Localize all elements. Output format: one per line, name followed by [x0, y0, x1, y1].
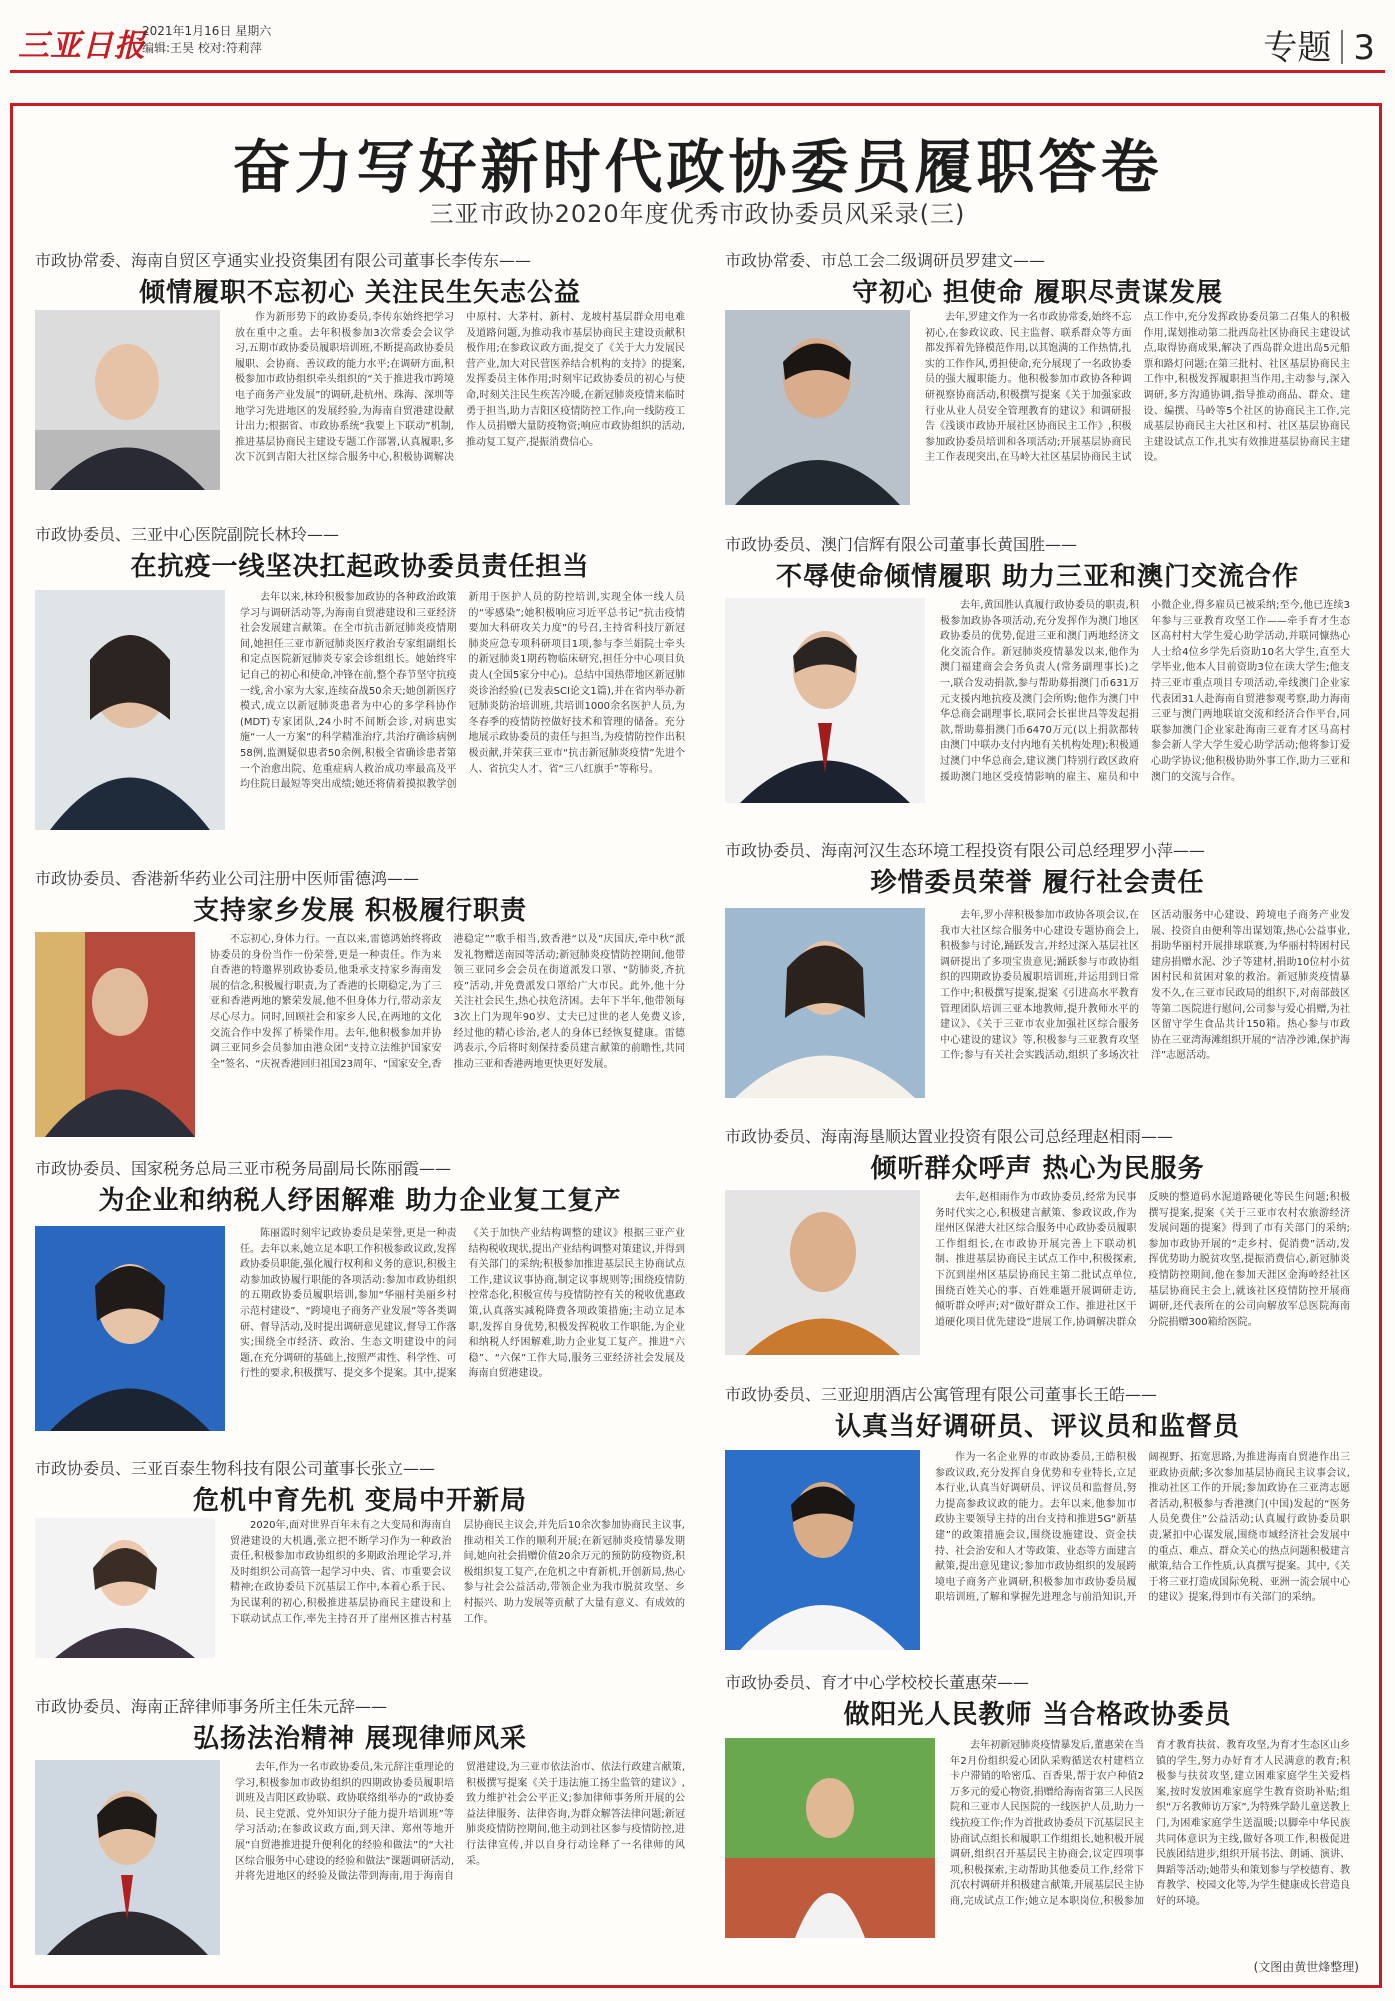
profile-body: 不忘初心,身体力行。一直以来,雷德鸿始终将政协委员的身份当作一份荣誉,更是一种责任。作为来自香港的特邀界别政协委员,他秉承支持家乡海南发展的信念,积极履行职责,为了香港的长期稳定,为了三亚和香港两地的繁荣发展,他不但身体力行,带动亲友尽心尽力。同时,回顾社会和家乡人民,在两地的文化交流合作中发挥了桥梁作用。去年,他积极参加并协调三亚同乡会员参加由港众团“支持立法维护国家安全”签名、“庆祝香港回归祖国23周年、“国家安全,香港稳定””歌手相当,致香港“以及”庆国庆,牵中秋“派发礼物赠送南园等活动;新冠肺炎疫情防控期间,他带领三亚同乡会会员在街道派发口罩、“防肺炎,齐抗疫”活动,并免费派发口罩给广大市民。此外,他十分关注社会民生,热心扶危济困。去年下半年,他带领每3次上门为现年90岁、丈夫已过世的老人免费义诊,经过他的精心诊治,老人的身体已经恢复健康。雷德鸿表示,今后将时刻保持委员建言献策的前瞻性,共同推动三亚和香港两地更快更好发展。 [210, 934, 685, 1070]
profile-kicker: 市政协委员、育才中心学校校长董惠荣—— [725, 1673, 1030, 1692]
page-title: 奋力写好新时代政协委员履职答卷 [232, 133, 1163, 201]
profile-headline: 倾听群众呼声 热心为民服务 [870, 1154, 1205, 1184]
profile-8 [725, 1124, 1350, 1382]
profile-headline: 在抗疫一线坚决扛起政协委员责任担当 [130, 552, 590, 582]
profile-4 [725, 532, 1350, 830]
profile-6 [725, 838, 1350, 1120]
profile-kicker: 市政协委员、海南海垦顺达置业投资有限公司总经理赵相雨—— [725, 1127, 1174, 1146]
profile-kicker: 市政协委员、香港新华药业公司注册中医师雷德鸿—— [35, 869, 420, 888]
profile-11 [725, 1670, 1350, 1968]
portrait-photo [35, 1760, 220, 1955]
profile-kicker: 市政协委员、三亚中心医院副院长林玲—— [35, 525, 340, 544]
profile-body: 陈丽霞时刻牢记政协委员是荣誉,更是一种责任。去年以来,她立足本职工作积极参政议政,发挥政协委员职能,强化履行权利和义务的意识,积极主动参加政协履行职能的各项活动:参加市政协组织的五期政协委员履职培训,参加“华丽村美丽乡村示范村建设”、“跨境电子商务产业发展”等各类调研、督导活动,及时提出调研意见建议,督导工作落实;围绕全市经济、政治、生态文明建设中的问题,在充分调研的基础上,按照严肃性、科学性、可行性的要求,积极撰写、提交多个提案。其中,提案《关于加快产业结构调整的建议》根据三亚产业结构税收现状,提出产业结构调整对策建议,并得到有关部门的采纳;积极参加推进基层民主协商试点工作,建议议事协商,制定议事规则等;围绕疫情防控常态化,积极宣传与疫情防控有关的税收优惠政策,认真落实减税降费各项政策措施;主动立足本职,发挥自身优势,积极发挥税收工作职能,为企业和纳税人纾困解难,助力企业复工复产。推进“六稳”、“六保”工作大局,服务三亚经济社会发展及海南自贸港建设。 [240, 1228, 685, 1380]
profile-headline: 弘扬法治精神 展现律师风采 [192, 1724, 528, 1754]
profile-headline: 守初心 担使命 履职尽责谋发展 [851, 278, 1224, 308]
photo-credit: (文图由黄世烽整理) [1253, 1960, 1359, 1974]
portrait-photo [35, 310, 220, 490]
profile-kicker: 市政协委员、澳门信辉有限公司董事长黄国胜—— [725, 535, 1078, 554]
profile-body: 去年,黄国胜认真履行政协委员的职责,积极参加政协各项活动,充分发挥作为澳门地区政协委员的优势,促进三亚和澳门两地经济文化交流合作。新冠肺炎疫情暴发以来,他作为澳门福建商会会务负责人(常务副理事长)之一,联合发动捐款,参与帮助募捐澳门币631万元支援内地抗疫及澳门会所购;他作为澳门中华总商会副理事长,联同会长崔世昌等发起捐款,帮助募捐澳门币6470万元(以上捐款都转由澳门中联办支付内地有关机构处理);积极通过澳门中华总商会,建议澳门特别行政区政府援助澳门地区受疫情影响的雇主、雇员和中小微企业,得多雇员已被采纳;至今,他已连续3年参与三亚教育攻坚工作——牵手育才生态区高村村大学生爱心助学活动,并联同慷热心人士给4位乡学先后资助10名大学生,直至大学毕业,他本人目前资助3位在读大学生;他支持三亚市重点项目专项活动,牵线澳门企业家代表团31人赴海南自贸港参观考察,助力海南三亚与澳门两地联谊交流和经济合作平台,同联参加澳门企业家赴海南三亚育才区马高村参会新人学大学生爱心助学活动;他将参订爱心助学协议;他积极协助外事工作,助力三亚和澳门的交流与合作。 [940, 600, 1350, 783]
profile-kicker: 市政协常委、市总工会二级调研员罗建文—— [725, 251, 1046, 270]
editor-line: 编辑:王昊 校对:符莉萍 [142, 41, 262, 55]
profile-body: 作为一名企业界的市政协委员,王皓积极参政议政,充分发挥自身优势和专业特长,立足本行业,认真当好调研员、评议员和监督员,努力提高参政议政的能力。去年以来,他参加市政协主要领导主持的出台支持和推进5G“新基建”的政策措施会议,围绕设施建设、资金扶持、社会治安和人才等政策、业态等方面建言献策,提出意见建议;参加市政协组织的发展跨境电子商务产业调研,积极参加市政协委员履职培训班,了解和掌握先进理念与前沿知识,开阔视野、拓宽思路,为推进海南自贸港作出三亚政协贡献;多次参加基层协商民主议事会议,推动社区工作的开展;参加政协在三亚湾志愿者活动,积极参与香港澳门(中国)发起的“医务人员免费住”公益活动;认真履行政协委员职责,紧扣中心谋发展,围绕市域经济社会发展中的重点、难点、群众关心的热点问题积极建言献策,结合工作性质,认真撰写提案。其中,《关于将三亚打造成国际免税、亚洲一流会展中心的建议》提案,得到市有关部门的采纳。 [935, 1452, 1350, 1604]
profile-body: 去年以来,林玲积极参加政协的各种政治政策学习与调研活动等,为海南自贸港建设和三亚经济社会发展建言献策。在全市抗击新冠肺炎疫情期间,她担任三亚市新冠肺炎医疗救治专家组副组长和定点医院新冠肺炎专家会诊组组长。她始终牢记自己的初心和使命,冲锋在前,整个春节坚守抗疫一线,舍小家为大家,连续奋战50余天;她创新医疗模式,成立以新冠肺炎患者为中心的多学科协作(MDT)专家团队,24小时不间断会诊,对病患实施“一人一方案”的科学精准治疗,共治疗确诊病例58例,监测疑似患者50余例,积极全省确诊患者第一个治愈出院、危重症病人救治成功率最高及平均住院日最短等突出成绩;她还将倩着摸拟教学创新用于医护人员的防控培训,实现全体一线人员的“零感染”;她积极响应习近平总书记“抗击疫情要加大科研攻关力度”的号召,主持省科技厅新冠肺炎应急专项科研项目1项,参与李兰娟院士牵头的新冠肺炎1期药物临床研究,担任分中心项目负责人(全国5家分中心)。总结中国热带地区新冠肺炎诊治经验(已发表SCI论文1篇),并在省内举办新冠肺炎防治培训班,共培训1000余名医护人员,为冬春季的疫情防控做好技术和管理的储备。充分地展示政协委员的责任与担当,为疫情防控作出积极贡献,并荣获三亚市“抗击新冠肺炎疫情”先进个人、省抗尖人才、省“三八红旗手”等称号。 [240, 592, 685, 791]
portrait-photo [725, 598, 925, 803]
portrait-photo [725, 1738, 935, 1938]
masthead-rule [10, 70, 1385, 73]
profile-body: 去年,罗小萍积极参加市政协各项会议,在我市大社区综合服务中心建设专题协商会上,积极参与讨论,踊跃发言,并经过深入基层社区调研提出了多项宝贵意见;踊跃参与市政协组织的四期政协委员履职培训班,并运用到日常工作中;积极撰写提案,提案《引进高水平教育管理团队培训三亚本地教师,提升教师水平的建议》、《关于三亚市农业加强社区综合服务中心建设的建议》等,积极参与三亚教育攻坚工作;参与有关社会实践活动,组织了多场次社区活动服务中心建设、跨境电子商务产业发展、投资自由便利等出谋划策,热心公益事业,捐助华丽村开展排球联赛,为华丽村特困村民建房捐赠水泥、沙子等建材,捐助10位村小贫困村民和贫困对象的救治。新冠肺炎疫情暴发不久,在三亚市民政局的组织下,对南部鼓区等第二医院进行慰问,公司参与爱心捐赠,为社区留守学生食品共计150箱。热心参与市政协在三亚湾海滩组织开展的“洁净沙滩,保护海洋”志愿活动。 [940, 910, 1350, 1062]
profile-kicker: 市政协常委、海南自贸区亨通实业投资集团有限公司董事长李传东—— [35, 251, 532, 270]
profile-body: 去年初新冠肺炎疫情暴发后,董惠荣在当年2月份组织爱心团队采购循送农村建档立卡户滞销的哈密瓜、百香果,帮于农户种值2万多元的爱心物资,捐赠给海南省第三人民医院和三亚市人民医院的一线医护人员,助力一线抗疫工作;作为首批政协委员下沉基层民主协商试点组长和履职工作组组长,她积极开展调研,组织召开基层民主协商会,议定四项事项,积极探索,主动帮助其他委员工作,经常下沉农村调研并积极建言献策,开展基层民主协商,完成试点工作;她立足本职岗位,积极参加育才教育扶贫、教育攻坚,为育才生态区山乡镇的学生,努力办好育才人民满意的教育;积极参与扶贫攻坚,建立困难家庭学生关爱档案,按时发放困难家庭学生教育资助补贴;组织“万名教师访万家”,为特殊学龄儿童送教上门,为困难家庭学生送温暖;以脚牵中华民族共同体意识为主线,做好各项工作,积极促进民族团结进步,组织开展书法、朗诵、演讲、舞蹈等活动;她带头和策划参与学校德育、教育教学、校园文化等,为学生健康成长营造良好的环境。 [950, 1740, 1350, 1907]
profile-headline: 倾情履职不忘初心 关注民生矢志公益 [138, 278, 582, 308]
portrait-photo [35, 932, 195, 1137]
profile-body: 去年,赵相雨作为市政协委员,经常为民事务时代实之心,积极建言献策、参政议政,作为崖州区保港大社区综合服务中心政协委员履职工作组组长,在市政协开展完善上下联动机制、推进基层协商民主试点工作中,积极探索,下沉到崖州区基层协商民主第二批试点单位,围绕百姓关心的事、百姓难题开展调研走访,倾听群众呼声;对“做好群众工作、推进社区干道硬化项目优先建设”进展工作,协调解决群众反映的整道码水泥道路硬化等民生问题;积极撰写提案,提案《关于三亚市农村农旅游经济发展问题的提案》得到了市有关部门的采纳;参加市政协开展的“走乡村、促消费”活动,发挥优势助力脱贫攻坚,提振消费信心,新冠肺炎疫情防控期间,他在参加天涯区金海岭经社区基层协商民主会上,就该社区疫情防控开展商调研,还代表所在的公司向解放军总医院海南分院捐赠300箱给医院。 [935, 1192, 1350, 1328]
portrait-photo [725, 908, 925, 1098]
date-line: 2021年1月16日 星期六 [142, 24, 272, 38]
page-subtitle: 三亚市政协2020年度优秀市政协委员风采录(三) [429, 200, 966, 228]
section-divider [1341, 30, 1343, 64]
profile-headline: 危机中育先机 变局中开新局 [192, 1486, 528, 1516]
portrait-photo [35, 590, 225, 830]
profile-body: 去年,作为一名市政协委员,朱元辞注重理论的学习,积极参加市政协组织的四期政协委员履职培训班及吉阳区政协联、政协联络组举办的“政协委员、民主党派、党外知识分子能力提升培训班”等学习活动;在参政议政方面,到天津、郑州等地开展“自贸港推进提升便利化的经验和做法”的“大社区综合服务中心建设的经验和做法”课题调研活动,并将先进地区的经验及做法带到海南,用于海南自贸港建设,为三亚市依法治市、依法行政建言献策,积极撰写提案《关于违法施工扬尘监管的建议》,致力维护社会公平正义;参加律师事务所开展的公益法律服务、法律咨询,为群众解答法律问题;新冠肺炎疫情防控期间,他主动到社区参与疫情防控,进行法律宣传,并以自身行动诠释了一名律师的风采。 [235, 1762, 685, 1883]
portrait-photo [725, 310, 910, 505]
profile-9 [725, 1382, 1350, 1652]
page-number: 3 [1353, 28, 1375, 68]
profile-1 [35, 248, 685, 508]
profile-kicker: 市政协委员、海南河汉生态环境工程投资有限公司总经理罗小萍—— [725, 841, 1206, 860]
issue-meta [142, 23, 271, 57]
profile-kicker: 市政协委员、海南正辞律师事务所主任朱元辞—— [35, 1697, 388, 1716]
profile-kicker: 市政协委员、三亚迎朋酒店公寓管理有限公司董事长王皓—— [725, 1385, 1158, 1404]
newspaper-logo: 三亚日报 [18, 28, 146, 64]
profile-headline: 不辱使命倾情履职 助力三亚和澳门交流合作 [775, 562, 1300, 592]
profile-2 [725, 248, 1350, 513]
profile-body: 2020年,面对世界百年未有之大变局和海南自贸港建设的大机遇,张立把不断学习作为一种政治责任,积极参加市政协组织的多期政治理论学习,并及时组织公司高管一起学习中央、省、市重要会议精神;在政协委员下沉基层工作中,本着心系于民、为民谋利的初心,积极推进基层协商民主建设和上下联动试点工作,率先主持召开了崖州区推古村基层协商民主议会,并先后10余次参加协商民主议事,推动相关工作的顺利开展;在新冠肺炎疫情暴发期间,她向社会捐赠价值20余万元的预防防疫物资,积极组织复工复产,在危机之中育新机,开创新局,热心参与社会公益活动,带领企业为我市脱贫攻坚、乡村振兴、助力发展等贡献了大量有意义、有成效的工作。 [230, 1520, 685, 1625]
portrait-photo [725, 1190, 920, 1355]
profile-headline: 认真当好调研员、评议员和监督员 [834, 1412, 1240, 1442]
section-name: 专题 [1263, 28, 1332, 68]
profile-7 [35, 1156, 685, 1454]
profile-3 [35, 522, 685, 852]
profile-12 [35, 1694, 685, 1964]
profile-kicker: 市政协委员、国家税务总局三亚市税务局副局长陈丽霞—— [35, 1159, 452, 1178]
profile-10 [35, 1456, 685, 1661]
section-label [1263, 20, 1375, 69]
masthead [0, 0, 1395, 78]
portrait-photo [35, 1226, 225, 1431]
profile-headline: 为企业和纳税人纾困解难 助力企业复工复产 [98, 1186, 622, 1216]
portrait-photo [35, 1518, 215, 1658]
portrait-photo [725, 1450, 920, 1650]
profile-body: 去年,罗建文作为一名市政协常委,始终不忘初心,在参政议政、民主监督、联系群众等方面都发挥着先锋模范作用,以其饱满的工作热情,扎实的工作作风,勇担使命,充分展现了一名政协委员的强大履职能力。他积极参加市政协各种调研视察协商活动,积极撰写提案《关于加强家政行业从业人员安全管理教育的建议》和调研报告《浅谈市政协开展社区协商民主工作》,积极参加政协委员培训和各项活动;开展基层协商民主工作表现突出,在马岭大社区基层协商民主试点工作中,充分发挥政协委员第二召集人的积极作用,谋划推动第二批西岛社区协商民主建设试点,取得协商成果,解决了西岛群众进出岛5元船票和路灯问题;在第三批村、社区基层协商民主工作中,积极发挥履职担当作用,主动参与,深入调研,多方沟通协调,指导推动商品、群众、建设、编撰、马岭等5个社区的协商民主工作,完成基层协商民主大社区和村、社区基层协商民主建设试点工作,扎实有效推进基层协商民主建设。 [925, 312, 1350, 464]
profile-body: 作为新形势下的政协委员,李传东始终把学习放在重中之重。去年积极参加3次常委会会议学习,五期市政协委员履职培训班,不断提高政协委员履职、会协商、善议政的能力水平;在调研方面,积极参加市政协组织牵头组织的“关于推进我市跨境电子商务产业发展”的调研,赴杭州、珠海、深圳等地学习先进地区的发展经验,为海南自贸港建设献计出力;根据省、市政协系统“我要上下联动”机制,推进基层协商民主建设专题工作部署,认真履职,多次下沉到吉阳大社区综合服务中心,积极协调解决中原村、大茅村、新村、龙坡村基层群众用电难及道路问题,为推动我市基层协商民主建设贡献积极作用;在参政议政方面,提交了《关于大力发展民营产业,加大对民营医养结合机构的支持》的提案,发挥委员主体作用;时刻牢记政协委员的初心与使命,时刻关注民生疾苦冷暖,在新冠肺炎疫情来临时勇于担当,助力吉阳区疫情防控工作,向一线防疫工作人员捐赠大量防疫物资;响应市政协组织的活动,推动复工复产,提振消费信心。 [235, 312, 685, 464]
profile-headline: 珍惜委员荣誉 履行社会责任 [870, 868, 1205, 898]
profile-headline: 支持家乡发展 积极履行职责 [192, 896, 528, 926]
profile-headline: 做阳光人民教师 当合格政协委员 [843, 1700, 1232, 1730]
profile-5 [35, 866, 685, 1156]
profile-kicker: 市政协委员、三亚百泰生物科技有限公司董事长张立—— [35, 1459, 436, 1478]
